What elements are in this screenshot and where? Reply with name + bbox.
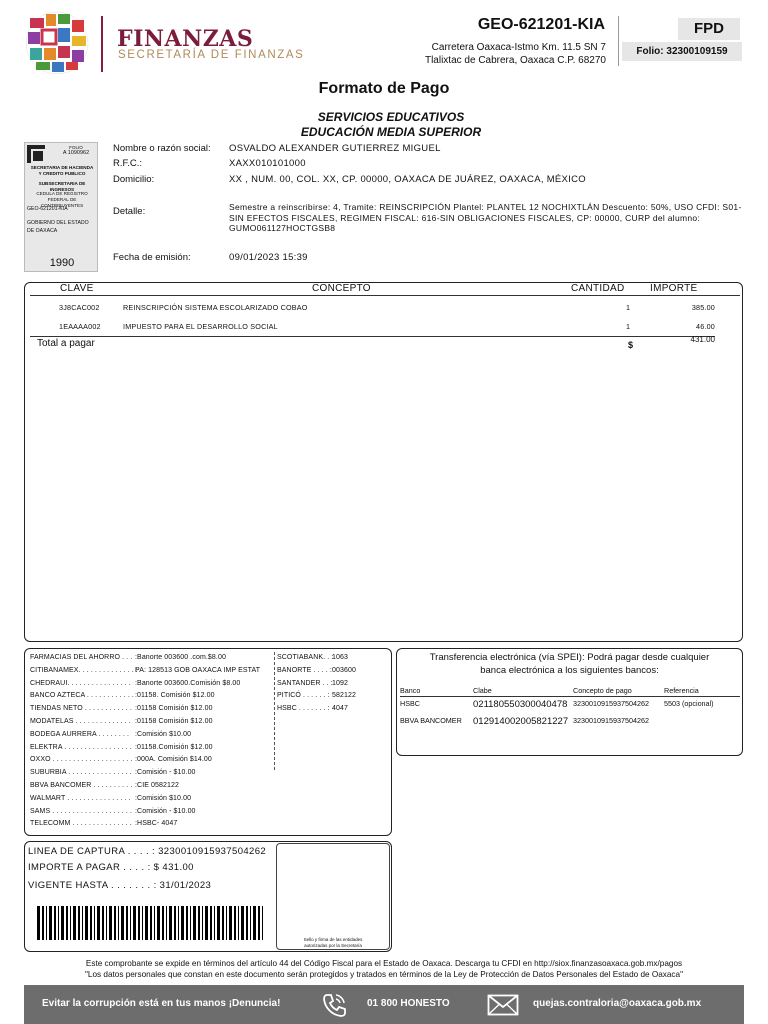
vigente-value: 31/01/2023 — [159, 880, 212, 891]
footer-email[interactable]: quejas.contraloria@oaxaca.gob.mx — [533, 998, 702, 1009]
store-info: :Comisión - $10.00 — [135, 807, 196, 815]
store-info: :Comisión $10.00 — [135, 730, 192, 738]
name-label: Nombre o razón social: — [113, 143, 211, 154]
col-importe: IMPORTE — [650, 283, 698, 294]
row2-importe: 46.00 — [696, 322, 715, 331]
bank-agent-info: 4047 — [332, 705, 348, 713]
stamp-line8: GEO-621201-KIA — [27, 206, 68, 212]
signature-caption-line1: Sello y firma de las entidades — [303, 937, 363, 942]
store-name: MODATELAS . . . . . . . . . . . . . . — [30, 718, 131, 725]
bank-agent-name: PITICÓ . . . . . . : — [277, 692, 330, 700]
date-label: Fecha de emisión: — [113, 252, 191, 263]
store-name: BODEGA AURRERA . . . . . . . . — [30, 730, 130, 738]
rfc-value: XAXX010101000 — [229, 158, 306, 169]
linea-value: 3230010915937504262 — [158, 846, 267, 857]
total-label: Total a pagar — [37, 338, 95, 349]
fpd-badge: FPD — [678, 18, 740, 40]
store-name: CHEDRAUI. . . . . . . . . . . . . . . . — [30, 679, 131, 687]
stamp-line7: FEDERAL DE CONTRIBUYENTES — [40, 197, 84, 208]
transfer-heading — [398, 651, 741, 677]
store-name: TIENDAS NETO . . . . . . . . . . . . — [30, 705, 132, 713]
store-info: :01158.Comisión $12.00 — [135, 743, 213, 751]
bank-agent-info: 1092 — [332, 679, 348, 687]
bank-col-referencia: Referencia — [664, 686, 699, 695]
store-name: SAMS . . . . . . . . . . . . . . . . . . . . — [30, 807, 133, 815]
store-name: WALMART . . . . . . . . . . . . . . . . — [30, 794, 131, 802]
stamp-year: 1990 — [49, 257, 75, 269]
detail-value: Semestre a reinscribirse: 4, Tramite: REINSCRIPCIÓN Plantel: PLANTEL 12 NOCHIXTLÁN Descuento: 50%, USO CFDI: S01-SIN EFECTOS FISCALES, REGIMEN FISCAL: 616-SIN OBLIGACIONES FISCALES, CP: 00000, CURP del alumno: GUMO061127HOCTGSB8 — [229, 202, 742, 233]
signature-caption-line2: autorizadas por la Secretaría — [304, 943, 362, 948]
row1-importe: 385.00 — [691, 303, 715, 312]
col-clave: CLAVE — [60, 283, 94, 294]
store-info: :01158. Comisión $12.00 — [135, 692, 215, 700]
importe-value: $ 431.00 — [153, 862, 194, 873]
brand-subtitle: SECRETARÍA DE FINANZAS — [118, 49, 305, 61]
store-name: SUBURBIA . . . . . . . . . . . . . . . . — [30, 769, 132, 777]
address — [380, 41, 606, 67]
bank2-concepto: 3230010915937504262 — [573, 716, 649, 725]
bank1-name: HSBC — [400, 699, 420, 708]
stamp-line10: DE OAXACA — [27, 228, 58, 234]
importe-pagar — [28, 862, 194, 873]
address-label: Domicilio: — [113, 174, 155, 185]
signature-box — [276, 843, 390, 950]
row2-concepto: IMPUESTO PARA EL DESARROLLO SOCIAL — [123, 322, 278, 331]
total-rule — [30, 336, 715, 337]
bank-agent-name: SANTANDER . . : — [277, 679, 333, 687]
legal-line1: Este comprobante se expide en términos del artículo 44 del Código Fiscal para el Estado de Oaxaca. Descarga tu CFDI en http://siox.finanzasoaxaca.gob.mx/pagos — [85, 959, 683, 968]
store-info: :01158 Comisión $12.00 — [135, 718, 213, 725]
row1-cantidad: 1 — [626, 303, 631, 312]
store-name: FARMACIAS DEL AHORRO . . . — [30, 654, 133, 661]
store-info: :Banorte 003600.Comisión $8.00 — [135, 679, 241, 687]
row2-cantidad: 1 — [626, 322, 631, 331]
store-name: ELEKTRA . . . . . . . . . . . . . . . . . — [30, 743, 132, 751]
mail-icon — [487, 994, 519, 1016]
barcode — [37, 906, 267, 940]
page-title: Formato de Pago — [318, 80, 450, 97]
store-info: :Comisión - $10.00 — [135, 769, 196, 777]
shcp-icon — [27, 145, 45, 163]
bank1-referencia: 5503 (opcional) — [664, 699, 714, 708]
vigente-hasta — [28, 880, 211, 891]
row2-clave: 1EAAAA002 — [59, 322, 101, 331]
stamp-line4: Y CREDITO PUBLICO — [38, 171, 86, 176]
store-name: BANCO AZTECA . . . . . . . . . . . . — [30, 692, 134, 700]
store-name: OXXO . . . . . . . . . . . . . . . . . . . . — [30, 756, 133, 764]
store-name: BBVA BANCOMER . . . . . . . . . . — [30, 782, 133, 789]
header-rule — [30, 295, 740, 296]
oaxaca-emblem-icon — [24, 10, 90, 76]
transfer-heading-line1: Transferencia electrónica (vía SPEI): Podrá pagar desde cualquier — [429, 652, 710, 663]
bank1-clabe: 021180550300040478 — [473, 699, 568, 710]
folio: Folio: 32300109159 — [622, 42, 742, 61]
store-info: :CIE 0582122 — [135, 782, 180, 789]
bank2-clabe: 012914002005821227 — [473, 716, 569, 727]
rfc-stamp — [24, 142, 98, 272]
store-info: :01158 Comisión $12.00 — [135, 705, 213, 713]
subtitle-services: SERVICIOS EDUCATIVOS — [317, 110, 465, 124]
header-divider — [618, 16, 619, 66]
store-info: PA: 128513 GOB OAXACA IMP ESTAT — [135, 666, 261, 674]
rfc-label: R.F.C.: — [113, 158, 143, 169]
linea-captura — [28, 846, 266, 857]
footer-slogan: Evitar la corrupción está en tus manos ¡Denuncia! — [42, 998, 281, 1009]
date-value: 09/01/2023 15:39 — [229, 252, 308, 263]
bank-header-rule — [400, 696, 740, 697]
legal-line2: "Los datos personales que constan en este documento serán protegidos y tratados en términos de la Ley de Protección de Datos Personales del Estado de Oaxaca" — [85, 970, 683, 979]
store-info: :Comisión $10.00 — [135, 794, 192, 802]
stores-divider — [274, 652, 275, 770]
subtitle-level: EDUCACIÓN MEDIA SUPERIOR — [300, 125, 482, 139]
stamp-line6: CEDULA DE REGISTRO — [36, 191, 88, 196]
importe-label: IMPORTE A PAGAR . . . . : — [28, 862, 151, 873]
store-info: :Banorte 003600 .com.$8.00 — [135, 654, 226, 661]
store-info: :HSBC- 4047 — [135, 820, 178, 828]
bank-agent-info: 1063 — [332, 654, 348, 661]
bank1-concepto: 32300109159375042​62 — [573, 699, 649, 708]
detail-label: Detalle: — [113, 206, 146, 217]
footer-bar — [24, 985, 744, 1024]
doc-code: GEO-621201-KIA — [477, 16, 605, 33]
stamp-folio-number: A 1090962 — [62, 150, 90, 156]
stamp-line9: GOBIERNO DEL ESTADO — [27, 220, 89, 226]
address-line1: Carretera Oaxaca-Istmo Km. 11.5 SN 7 — [431, 42, 606, 53]
col-concepto: CONCEPTO — [312, 283, 371, 294]
total-currency: $ — [628, 340, 634, 350]
bank-agent-info: 003600 — [332, 666, 356, 674]
row1-clave: 3J8CAC002 — [59, 303, 100, 312]
total-value: 431.00 — [690, 335, 715, 344]
store-name: CITIBANAMEX. . . . . . . . . . . . . . : — [30, 666, 138, 674]
address-value: XX , NUM. 00, COL. XX, CP. 00000, OAXACA DE JUÁREZ, OAXACA, MÉXICO — [229, 174, 586, 185]
vigente-label: VIGENTE HASTA . . . . . . . : — [28, 880, 157, 891]
row1-concepto: REINSCRIPCIÓN SISTEMA ESCOLARIZADO COBAO — [123, 303, 308, 312]
linea-label: LINEA DE CAPTURA . . . . : — [28, 846, 156, 857]
bank-col-banco: Banco — [400, 686, 421, 695]
address-line2: Tlalixtac de Cabrera, Oaxaca C.P. 68270 — [424, 55, 606, 66]
signature-caption — [280, 937, 386, 949]
bank-agent-name: BANORTE . . . . : — [277, 666, 332, 674]
stamp-line3: SECRETARIA DE HACIENDA — [30, 165, 94, 170]
brand-title: FINANZAS — [117, 26, 254, 52]
col-cantidad: CANTIDAD — [571, 283, 625, 294]
logo-divider — [101, 16, 103, 72]
phone-icon — [321, 992, 347, 1018]
stamp-line5: SUBSECRETARIA DE INGRESOS — [38, 181, 86, 192]
bank-col-concepto: Concepto de pago — [573, 686, 632, 695]
transfer-heading-line2: banca electrónica a los siguientes bancos: — [480, 665, 659, 676]
bank2-name: BBVA BANCOMER — [400, 716, 462, 725]
legal-notice — [0, 958, 768, 980]
store-info: :000A. Comisión $14.00 — [135, 756, 212, 764]
bank-agent-name: HSBC . . . . . . . : — [277, 705, 330, 713]
bank-agent-name: SCOTIABANK. . : — [277, 654, 334, 661]
footer-phone[interactable]: 01 800 HONESTO — [367, 998, 450, 1009]
bank-agent-info: 582122 — [332, 692, 356, 700]
stamp-folio-label: FOLIO — [69, 145, 83, 150]
name-value: OSVALDO ALEXANDER GUTIERREZ MIGUEL — [229, 143, 441, 154]
bank-col-clabe: Clabe — [473, 686, 492, 695]
store-name: TELECOMM . . . . . . . . . . . . . . . — [30, 820, 132, 828]
